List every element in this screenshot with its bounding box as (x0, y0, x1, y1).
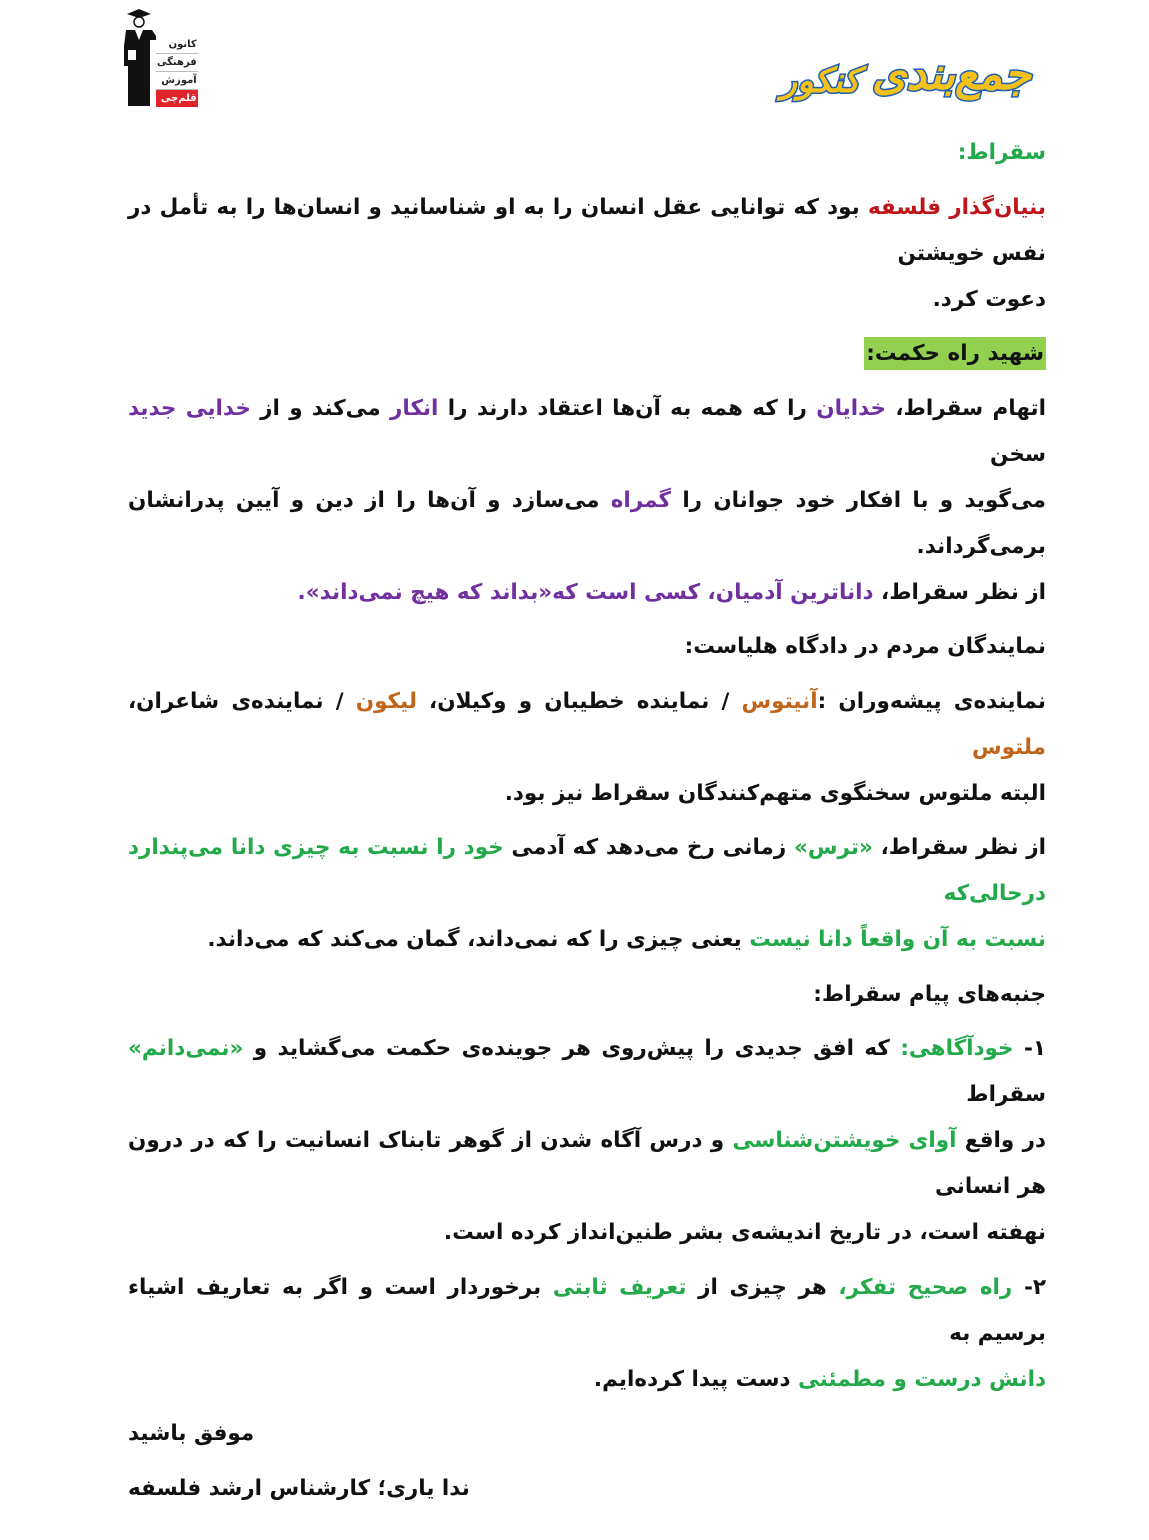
paragraph-line (128, 679, 1046, 771)
text-segment: ۱- (1013, 1036, 1046, 1061)
text-segment: خدایی جدید (128, 395, 251, 421)
text-segment: نهفته است، در تاریخ اندیشه‌ی بشر طنین‌انداز کرده است. (443, 1220, 1046, 1245)
paragraph-line (128, 1466, 1046, 1521)
logo-text: آموزش (156, 72, 198, 90)
paragraph-line (128, 771, 1046, 826)
text-segment: می‌گوید و با افکار خود جوانان را (671, 487, 1046, 513)
text-segment: از نظر سقراط، (873, 579, 1046, 605)
text-segment: و درس آگاه شدن از گوهر تابناک انسانیت را که در درون هر انسانی (128, 1128, 1046, 1199)
paragraph-line (128, 1026, 1046, 1118)
paragraph-line (128, 917, 1046, 972)
paragraph-line (128, 331, 1046, 386)
text-segment: از نظر سقراط، (872, 835, 1047, 860)
paragraph-line (128, 1118, 1046, 1210)
text-segment: می‌سازد و آن‌ها را از دین و آیین پدرانشان برمی‌گرداند. (128, 487, 1046, 559)
text-segment: / نماینده‌ی شاعران، (128, 688, 356, 714)
text-segment: ۲- (1012, 1274, 1046, 1300)
text-segment: بود که توانایی عقل انسان را به او شناسانید و انسان‌ها را به تأمل در نفس خویشتن (128, 194, 1046, 266)
text-segment: بنیان‌گذار فلسفه (867, 194, 1047, 220)
logo-subtitle: کنکور (780, 61, 860, 102)
text-segment: البته ملتوس سخنگوی متهم‌کنندگان سقراط نیز بود. (504, 780, 1046, 806)
logo-text: فرهنگی (156, 54, 198, 72)
text-segment: «ترس» (793, 835, 873, 860)
text-segment: سقراط (966, 1082, 1046, 1107)
text-segment: سقراط: (957, 140, 1046, 165)
text-segment: هر چیزی از (686, 1274, 839, 1300)
text-segment: گمراه (610, 487, 672, 513)
text-segment: که افق جدیدی را پیش‌روی هر جوینده‌ی حکمت می‌گشاید و (243, 1036, 901, 1061)
text-segment: دست پیدا کرده‌ایم. (593, 1366, 799, 1392)
paragraph-line (128, 478, 1046, 570)
text-segment: خودآگاهی: (900, 1036, 1014, 1061)
paragraph-line (128, 386, 1046, 478)
text-segment: خدایان (816, 395, 887, 421)
text-segment: برخوردار است و اگر به تعاریف اشیاء برسیم به (128, 1274, 1046, 1346)
paragraph-line (128, 624, 1046, 679)
text-segment: تعریف ثابتی (552, 1274, 687, 1300)
highlighted-heading: شهید راه حکمت: (864, 337, 1046, 370)
document-body (128, 0, 1046, 1540)
text-segment: نسبت به آن واقعاً دانا نیست (749, 927, 1046, 952)
text-segment: دعوت کرد. (932, 286, 1046, 312)
text-segment: انکار (390, 395, 439, 421)
logo-text: قلم‌چی (156, 90, 198, 107)
text-segment: می‌کند و از (250, 395, 391, 421)
paragraph-line (128, 825, 1046, 917)
text-segment: موفق باشید (128, 1421, 255, 1446)
logo-title: جمع‌بندی (871, 49, 1031, 101)
text-segment: آوای خویشتن‌شناسی (732, 1128, 957, 1153)
text-segment: خود را نسبت به چیزی دانا می‌پندارد درحالی‌که (128, 835, 1046, 906)
paragraph-line (128, 277, 1046, 332)
text-segment: نمایندگان مردم در دادگاه هلیاست: (684, 634, 1046, 659)
text-segment: جنبه‌های پیام سقراط: (813, 981, 1046, 1007)
paragraph-line (128, 570, 1046, 625)
text-segment: ندا یاری؛ کارشناس ارشد فلسفه (128, 1475, 470, 1501)
text-segment: زمانی رخ می‌دهد که آدمی (503, 835, 794, 860)
text-segment: اتهام سقراط، (886, 395, 1046, 421)
text-segment: ملتوس (971, 734, 1046, 760)
text-segment: داناترین آدمیان، کسی است که«بداند که هیچ نمی‌داند». (297, 579, 874, 605)
text-segment: آنیتوس (741, 688, 818, 714)
text-segment: «نمی‌دانم» (128, 1036, 244, 1061)
paragraph-line (128, 185, 1046, 277)
text-segment: سخن (990, 441, 1046, 467)
text-segment: یعنی چیزی را که نمی‌داند، گمان می‌کند که می‌داند. (207, 927, 750, 952)
paragraph-line (128, 130, 1046, 185)
text-segment: راه صحیح تفکر، (838, 1274, 1013, 1300)
paragraph-line (128, 1210, 1046, 1265)
paragraph-line (128, 1265, 1046, 1357)
text-segment: لیکون (355, 688, 417, 714)
logo-text: کانون (156, 36, 198, 54)
text-segment: را که همه به آن‌ها اعتقاد دارند را (438, 395, 817, 421)
paragraph-line (128, 1357, 1046, 1412)
paragraph-line (128, 1411, 1046, 1466)
text-segment: دانش درست و مطمئنی (798, 1366, 1046, 1392)
paragraph-line (128, 972, 1046, 1027)
text-segment: نماینده‌ی پیشه‌وران : (817, 688, 1046, 714)
text-segment: / نماینده خطیبان و وکیلان، (416, 688, 742, 714)
text-segment: در واقع (956, 1128, 1046, 1153)
